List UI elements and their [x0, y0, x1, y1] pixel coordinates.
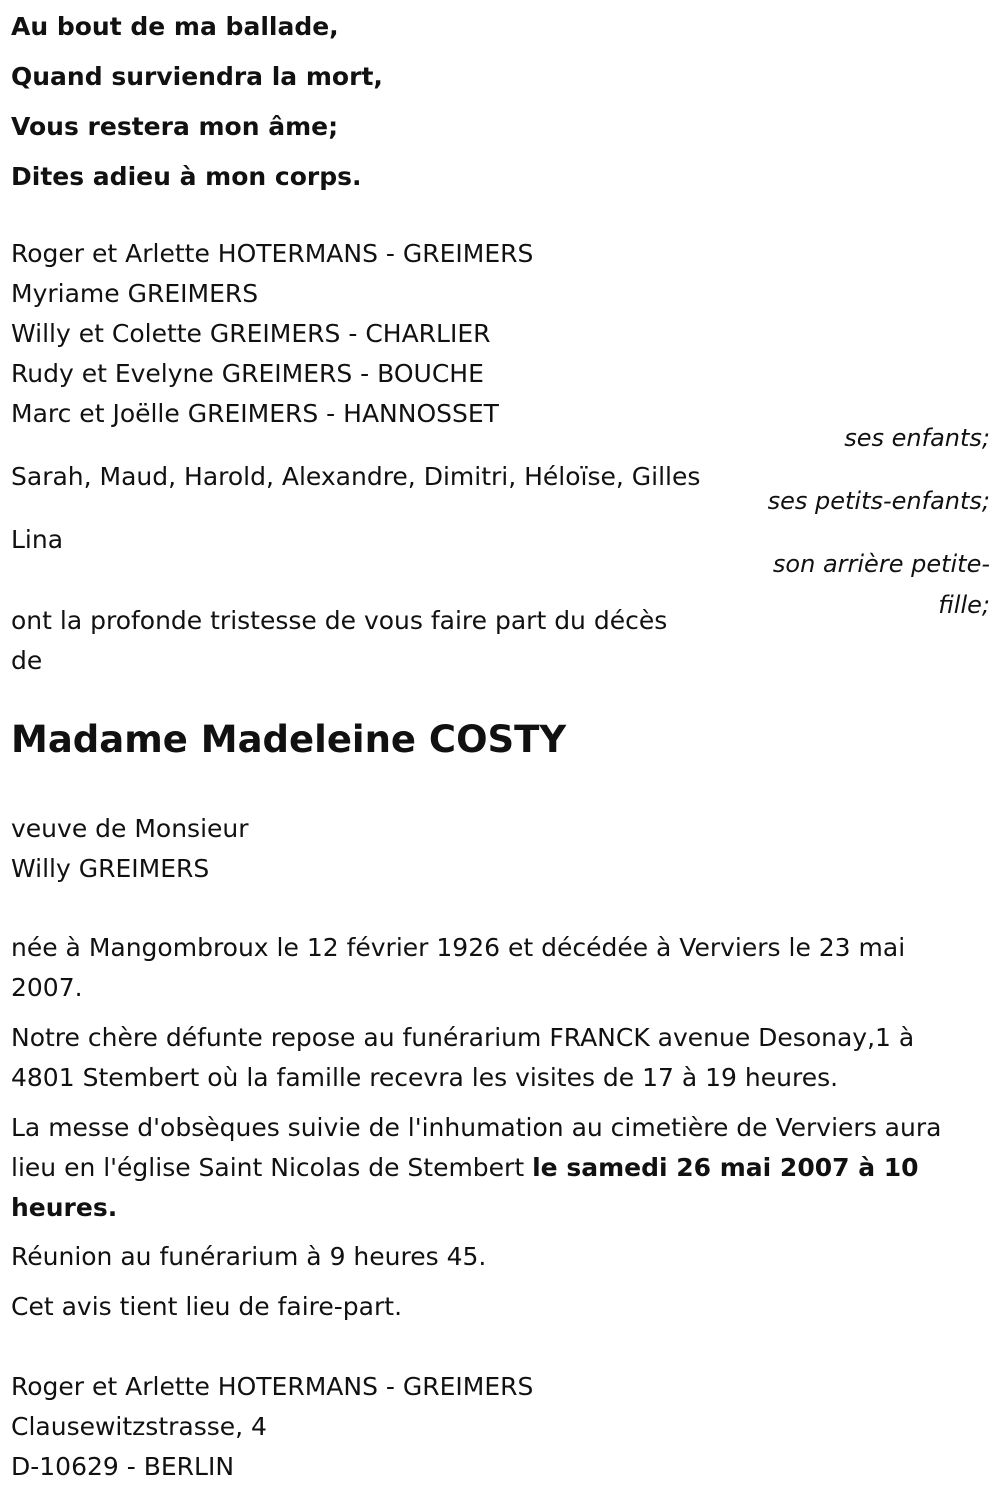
announcement-line2: de: [11, 646, 43, 675]
child-family: Myriame GREIMERS: [11, 279, 259, 308]
child-family: Rudy et Evelyne GREIMERS - BOUCHE: [11, 359, 484, 388]
contact-street: Clausewitzstrasse, 4: [11, 1412, 267, 1441]
birth-death-paragraph: née à Mangombroux le 12 février 1926 et décédée à Verviers le 23 mai 2007.: [11, 933, 906, 1002]
notice-text: Cet avis tient lieu de faire-part.: [11, 1292, 403, 1321]
role-grandchildren: ses petits-enfants;: [767, 487, 990, 515]
mass-date: le samedi 26 mai 2007 à 10 heures.: [11, 1153, 919, 1222]
mass-paragraph: [11, 1108, 971, 1228]
role-great-grandchild-line1: son arrière petite-: [772, 550, 990, 578]
contact-name: Roger et Arlette HOTERMANS - GREIMERS: [11, 1372, 534, 1401]
meeting-text: Réunion au funérarium à 9 heures 45.: [11, 1242, 487, 1271]
poem-line: Vous restera mon âme;: [11, 112, 339, 141]
deceased-name: Madame Madeleine COSTY: [11, 718, 567, 761]
announcement-line1: ont la profonde tristesse de vous faire part du décès: [11, 606, 668, 635]
widow-of-line2: Willy GREIMERS: [11, 854, 210, 883]
poem-line: Quand surviendra la mort,: [11, 62, 383, 91]
widow-of-line1: veuve de Monsieur: [11, 814, 249, 843]
child-family: Marc et Joëlle GREIMERS - HANNOSSET: [11, 399, 499, 428]
role-great-grandchild-line2: fille;: [938, 591, 990, 619]
great-grandchild: Lina: [11, 525, 64, 554]
poem-line: Au bout de ma ballade,: [11, 12, 339, 41]
contact-city: D-10629 - BERLIN: [11, 1452, 235, 1481]
funerarium-paragraph: Notre chère défunte repose au funérarium FRANCK avenue Desonay,1 à 4801 Stembert où la famille recevra les visites de 17 à 19 heures.: [11, 1023, 915, 1092]
grandchildren-list: Sarah, Maud, Harold, Alexandre, Dimitri, Héloïse, Gilles: [11, 462, 701, 491]
role-children: ses enfants;: [844, 424, 990, 452]
child-family: Willy et Colette GREIMERS - CHARLIER: [11, 319, 491, 348]
poem-line: Dites adieu à mon corps.: [11, 162, 362, 191]
mass-text: La messe d'obsèques suivie de l'inhumation au cimetière de Verviers aura lieu en l'église Saint Nicolas de Stembert: [11, 1113, 942, 1182]
child-family: Roger et Arlette HOTERMANS - GREIMERS: [11, 239, 534, 268]
